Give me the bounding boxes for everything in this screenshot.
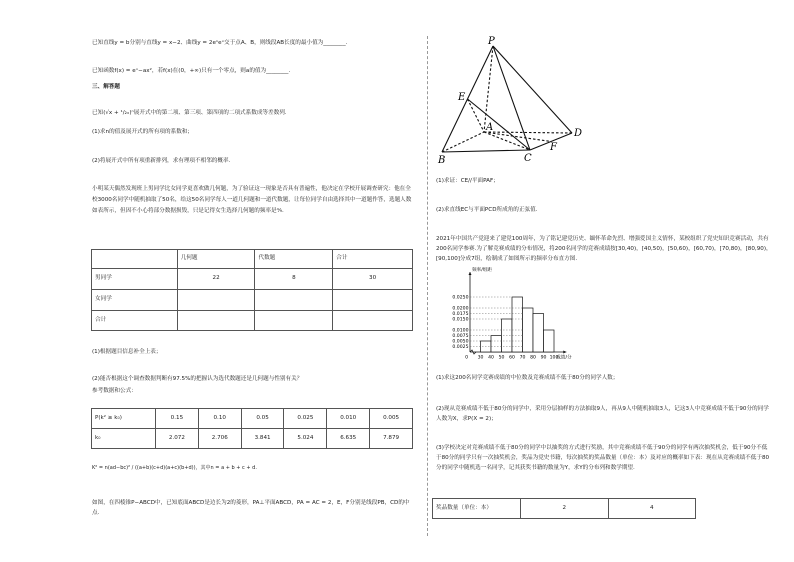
critical-value-cell: 0.010 [327,409,370,429]
section-heading: 三、解答题 [92,84,120,90]
survey-table-cell [255,311,333,331]
y-tick-label: 0.0175 [452,312,469,318]
binomial-question-part-2: (2)将展开式中所有项重新排列，求有理项不相邻的概率. [92,158,231,164]
survey-table-cell: 女同学 [92,290,178,311]
critical-value-cell: 2.706 [198,429,241,449]
survey-question-stem: 小明某天偶然发现班上男同学比女同学更喜欢做几何题，为了验证这一现象是否具有普遍性，他决定在学校开展调查研究：他在全校3000名同学中随机抽取了50名，给这50名同学每人一道几何题和一道代数题，让每位同学自由选择其中一道题作答，选题人数如表所示，但因不小心将部分数据损毁，只是记得女生选择几何题的频率是⁴⁄₉. [92,186,412,214]
prize-table-cell: 2 [521,499,609,519]
critical-value-cell: 2.072 [156,429,199,449]
x-tick-label: 30 [477,355,484,361]
survey-table-header: 合计 [333,250,413,269]
vertex-label-e: E [458,92,466,103]
y-tick-label: 0.0200 [452,306,469,312]
critical-value-cell: 5.024 [284,429,327,449]
survey-table-header: 几何题 [177,250,255,269]
x-tick-label: 50 [498,355,505,361]
geometry-question-part-1: (1)求证：CE//平面PAF； [436,178,499,184]
vertex-label-p: P [488,36,495,47]
histogram-bar [523,308,534,352]
prize-table-label: 奖品数量（单位：本） [433,499,521,519]
vertex-label-f: F [550,142,557,153]
critical-value-table [91,408,413,449]
x-tick-label: 80 [530,355,536,361]
critical-value-cell: 7.879 [370,429,413,449]
critical-value-row-label: P(k² ≥ k₀) [92,409,156,429]
survey-question-part-1: (1)根据题目信息补全上表； [92,349,162,355]
critical-value-cell: 0.15 [156,409,199,429]
column-divider [427,36,428,536]
y-tick-label: 0.0050 [452,339,469,345]
survey-table-cell: 30 [333,269,413,290]
y-tick-label: 0.0250 [452,295,469,301]
geometry-question-stem: 如图，在四棱锥P−ABCD中，已知底面ABCD是边长为2的菱形，PA⊥平面ABCD，PA = AC = 2，E，F分别是线段PB，CD的中点. [92,500,410,516]
x-tick-label: 40 [488,355,494,361]
x-tick-label: 60 [509,355,515,361]
critical-value-cell: 3.841 [241,429,284,449]
survey-table-header [92,250,178,269]
vertex-label-c: C [524,153,532,164]
origin-label: 0 [465,355,468,361]
pyramid-figure [436,38,606,166]
survey-table-cell [333,311,413,331]
fill-question-2: 已知函数f(x) = eˣ−ax²，若f(x)在(0，+∞)只有一个零点，则a的值为________. [92,68,291,74]
frequency-histogram [436,268,586,366]
y-tick-label: 0.0075 [452,334,469,340]
critical-value-cell: 0.005 [370,409,413,429]
y-tick-label: 0.0100 [452,328,469,334]
x-axis-arrow [563,351,566,354]
binomial-question-part-1: (1)求n的值及展开式的所有项的系数和； [92,129,193,135]
vertex-label-b: B [438,155,446,166]
prize-table-cell: 4 [608,499,696,519]
y-tick-label: 0.0150 [452,317,469,323]
fill-question-1: 已知直线y = b分别与直线y = x−2、曲线y = 2eⁿeˣ交于点A、B，则线段AB长度的最小值为________. [92,40,348,46]
statistics-question-part-1: (1)求这200名同学竞赛成绩的中位数及竞赛成绩不低于80分的同学人数； [436,375,619,381]
critical-value-row-label: k₀ [92,429,156,449]
statistics-question-stem: 2021年中国共产党迎来了建党100周年，为了铭记建党历史、缅怀革命先烈、增强爱国主义情怀，某校组织了党史知识竞赛活动，共有200名同学参赛.为了解竞赛成绩的分布情况，将200名同学的竞赛成绩按[30,40)，[40,50)，[50,60)，[60,70)，[70,80)，[80,90)，[90,100]分成7组，绘制成了如图所示的频率分布直方图. [436,236,772,262]
x-axis-label: 成绩/分 [556,355,572,361]
histogram-bar [544,330,555,352]
critical-value-cell: 0.05 [241,409,284,429]
histogram-bar [512,297,523,352]
x-tick-label: 100 [549,355,559,361]
survey-table-cell [255,290,333,311]
critical-value-cell: 0.10 [198,409,241,429]
survey-table-cell [333,290,413,311]
prize-table [432,498,696,519]
histogram-bar [491,336,502,353]
survey-table-cell [177,290,255,311]
y-tick-label: 0.0025 [452,345,469,351]
histogram-bar [533,314,544,353]
chi-square-formula: K² = n(ad−bc)² / ((a+b)(c+d)(a+c)(b+d))，其中n = a + b + c + d. [92,465,257,471]
vertex-label-a: A [486,122,494,133]
binomial-question-stem: 已知(√x + ¹/₂ₓ)ⁿ展开式中的第二项、第三项、第四项的二项式系数成等差数列. [92,110,287,116]
statistics-question-part-3: (3)学校决定对竞赛成绩不低于80分的同学中以抽奖的方式进行奖励，其中竞赛成绩不低于90分的同学有两次抽奖机会，低于90分不低于80分的同学只有一次抽奖机会，奖品为党史书籍，每次抽奖的奖品数量（单位：本）及对应的概率如下表：现在从竞赛成绩不低于80分的同学中随机选一名同学，记其获奖书籍的数量为Y，求Y的分布列和数学期望. [436,445,770,471]
statistics-question-part-2: (2)现从竞赛成绩不低于80分的同学中，采用分层抽样的方法抽取9人，再从9人中随机抽取3人，记这3人中竞赛成绩不低于90分的同学人数为X，求P(X = 2)； [436,406,769,422]
survey-table [91,249,413,331]
survey-table-header: 代数题 [255,250,333,269]
critical-value-cell: 6.635 [327,429,370,449]
survey-table-cell [177,311,255,331]
y-axis-label: 频率/组距 [472,268,492,273]
survey-table-cell: 男同学 [92,269,178,290]
vertex-label-d: D [574,128,583,139]
x-tick-label: 70 [519,355,526,361]
geometry-question-part-2: (2)求直线EC与平面PCD所成角的正弦值. [436,207,538,213]
reference-label: 参考数据和公式： [92,388,137,394]
survey-table-cell: 8 [255,269,333,290]
survey-table-cell: 22 [177,269,255,290]
survey-question-part-2: (2)能否根据这个调查数据判断有97.5%的把握认为选代数题还是几何题与性别有关？ [92,376,303,382]
survey-table-cell: 合计 [92,311,178,331]
critical-value-cell: 0.025 [284,409,327,429]
x-tick-label: 90 [540,355,547,361]
